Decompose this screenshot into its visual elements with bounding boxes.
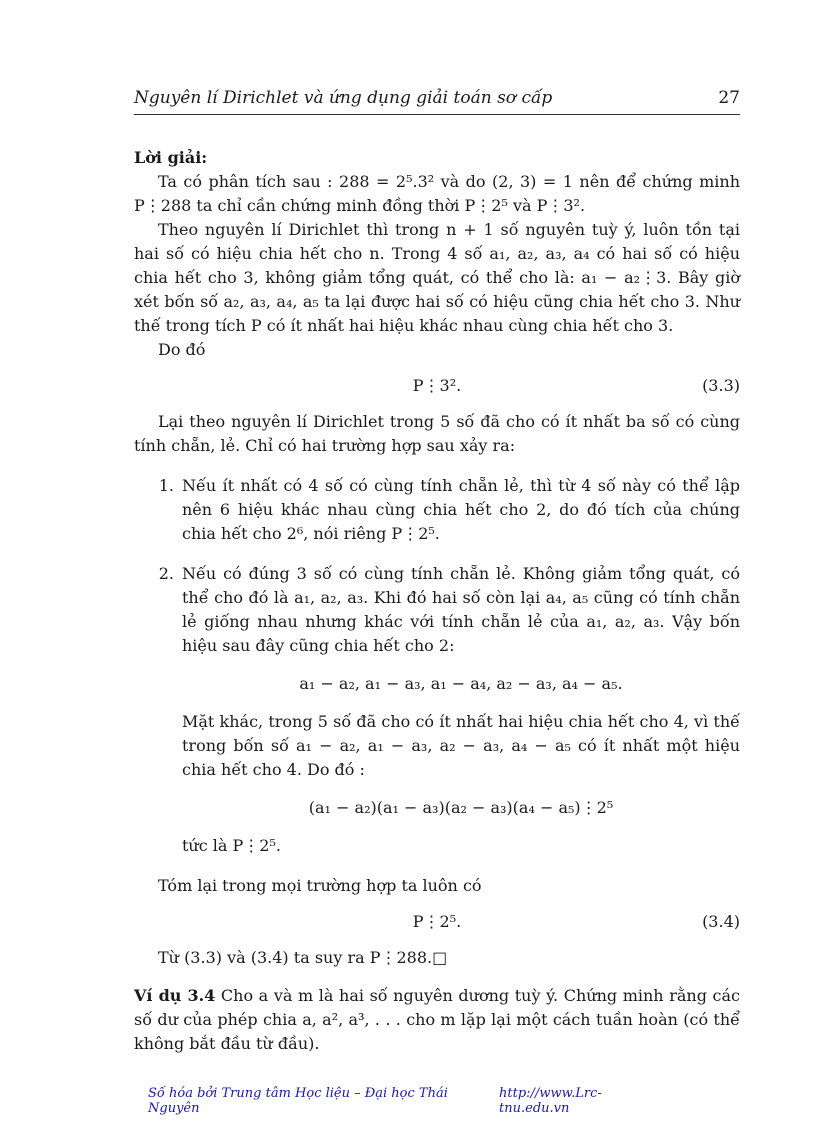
example-text: Cho a và m là hai số nguyên dương tuỳ ý. Chứng minh rằng các số dư của phép chia a, a², a³, . . . cho m lặp lại một cách tuần hoàn (có thể không bắt đầu từ đầu). (134, 986, 740, 1053)
solution-paragraph-2: Theo nguyên lí Dirichlet thì trong n + 1 số nguyên tuỳ ý, luôn tồn tại hai số có hiệu chia hết cho n. Trong 4 số a₁, a₂, a₃, a₄ có hai số có hiệu chia hết cho 3, không giảm tổng quát, có thể cho là: a₁ − a₂⋮3. Bây giờ xét bốn số a₂, a₃, a₄, a₅ ta lại được hai số có hiệu cũng chia hết cho 3. Như thế trong tích P có ít nhất hai hiệu khác nhau cùng chia hết cho 3. (134, 220, 740, 335)
list-item (134, 562, 740, 858)
equation-formula: P⋮2⁵. (412, 912, 462, 931)
case-1-text: Nếu ít nhất có 4 số có cùng tính chẵn lẻ, thì từ 4 số này có thể lập nên 6 hiệu khác nhau cùng chia hết cho 2, do đó tích của chúng chia hết cho 2⁶, nói riêng P⋮2⁵. (182, 476, 740, 543)
case-2-text-2: Mặt khác, trong 5 số đã cho có ít nhất hai hiệu chia hết cho 4, vì thế trong bốn số a₁ − a₂, a₁ − a₃, a₂ − a₃, a₄ − a₅ có ít nhất một hiệu chia hết cho 4. Do đó : (182, 712, 740, 779)
footer-url-link[interactable]: http://www.Lrc-tnu.edu.vn (499, 1086, 602, 1116)
footer-source: Số hóa bởi Trung tâm Học liệu – Đại học Thái Nguyên (148, 1086, 448, 1116)
running-header (134, 88, 740, 115)
equation-number: (3.4) (702, 912, 740, 931)
solution-paragraph-1: Ta có phân tích sau : 288 = 2⁵.3² và do (2, 3) = 1 nên để chứng minh P⋮288 ta chỉ cần chứng minh đồng thời P⋮2⁵ và P⋮3². (134, 172, 740, 215)
equation-number: (3.3) (702, 376, 740, 395)
case-2-formula-1: a₁ − a₂, a₁ − a₃, a₁ − a₄, a₂ − a₃, a₄ − a₅. (299, 674, 623, 693)
page-footer (148, 1086, 670, 1116)
list-item (134, 474, 740, 546)
page-number: 27 (718, 88, 740, 108)
case-2-text-1: Nếu có đúng 3 số có cùng tính chẵn lẻ. Không giảm tổng quát, có thể cho đó là a₁, a₂, a₃. Khi đó hai số còn lại a₄, a₅ cũng có tính chẵn lẻ giống nhau nhưng khác với tính chẵn lẻ của a₁, a₂, a₃. Vậy bốn hiệu sau đây cũng chia hết cho 2: (182, 564, 740, 655)
page-body (134, 146, 740, 1056)
solution-paragraph-5: Tóm lại trong mọi trường hợp ta luôn có (158, 876, 482, 895)
equation-3-4 (134, 910, 740, 934)
solution-paragraph-3: Do đó (158, 340, 206, 359)
case-list (134, 474, 740, 858)
example-label: Ví dụ 3.4 (134, 986, 216, 1005)
example-3-4 (134, 984, 740, 1056)
solution-paragraph-4: Lại theo nguyên lí Dirichlet trong 5 số đã cho có ít nhất ba số có cùng tính chẵn, lẻ. Chỉ có hai trường hợp sau xảy ra: (134, 412, 740, 455)
equation-formula: P⋮3². (412, 376, 462, 395)
list-marker: 2. (158, 564, 174, 583)
case-2-text-3: tức là P⋮2⁵. (182, 836, 281, 855)
solution-conclusion: Từ (3.3) và (3.4) ta suy ra P⋮288.□ (158, 948, 448, 967)
equation-3-3 (134, 374, 740, 398)
case-2-formula-2: (a₁ − a₂)(a₁ − a₃)(a₂ − a₃)(a₄ − a₅)⋮2⁵ (308, 798, 614, 817)
list-marker: 1. (158, 476, 174, 495)
header-title: Nguyên lí Dirichlet và ứng dụng giải toán sơ cấp (134, 88, 553, 108)
solution-heading: Lời giải: (134, 148, 208, 167)
